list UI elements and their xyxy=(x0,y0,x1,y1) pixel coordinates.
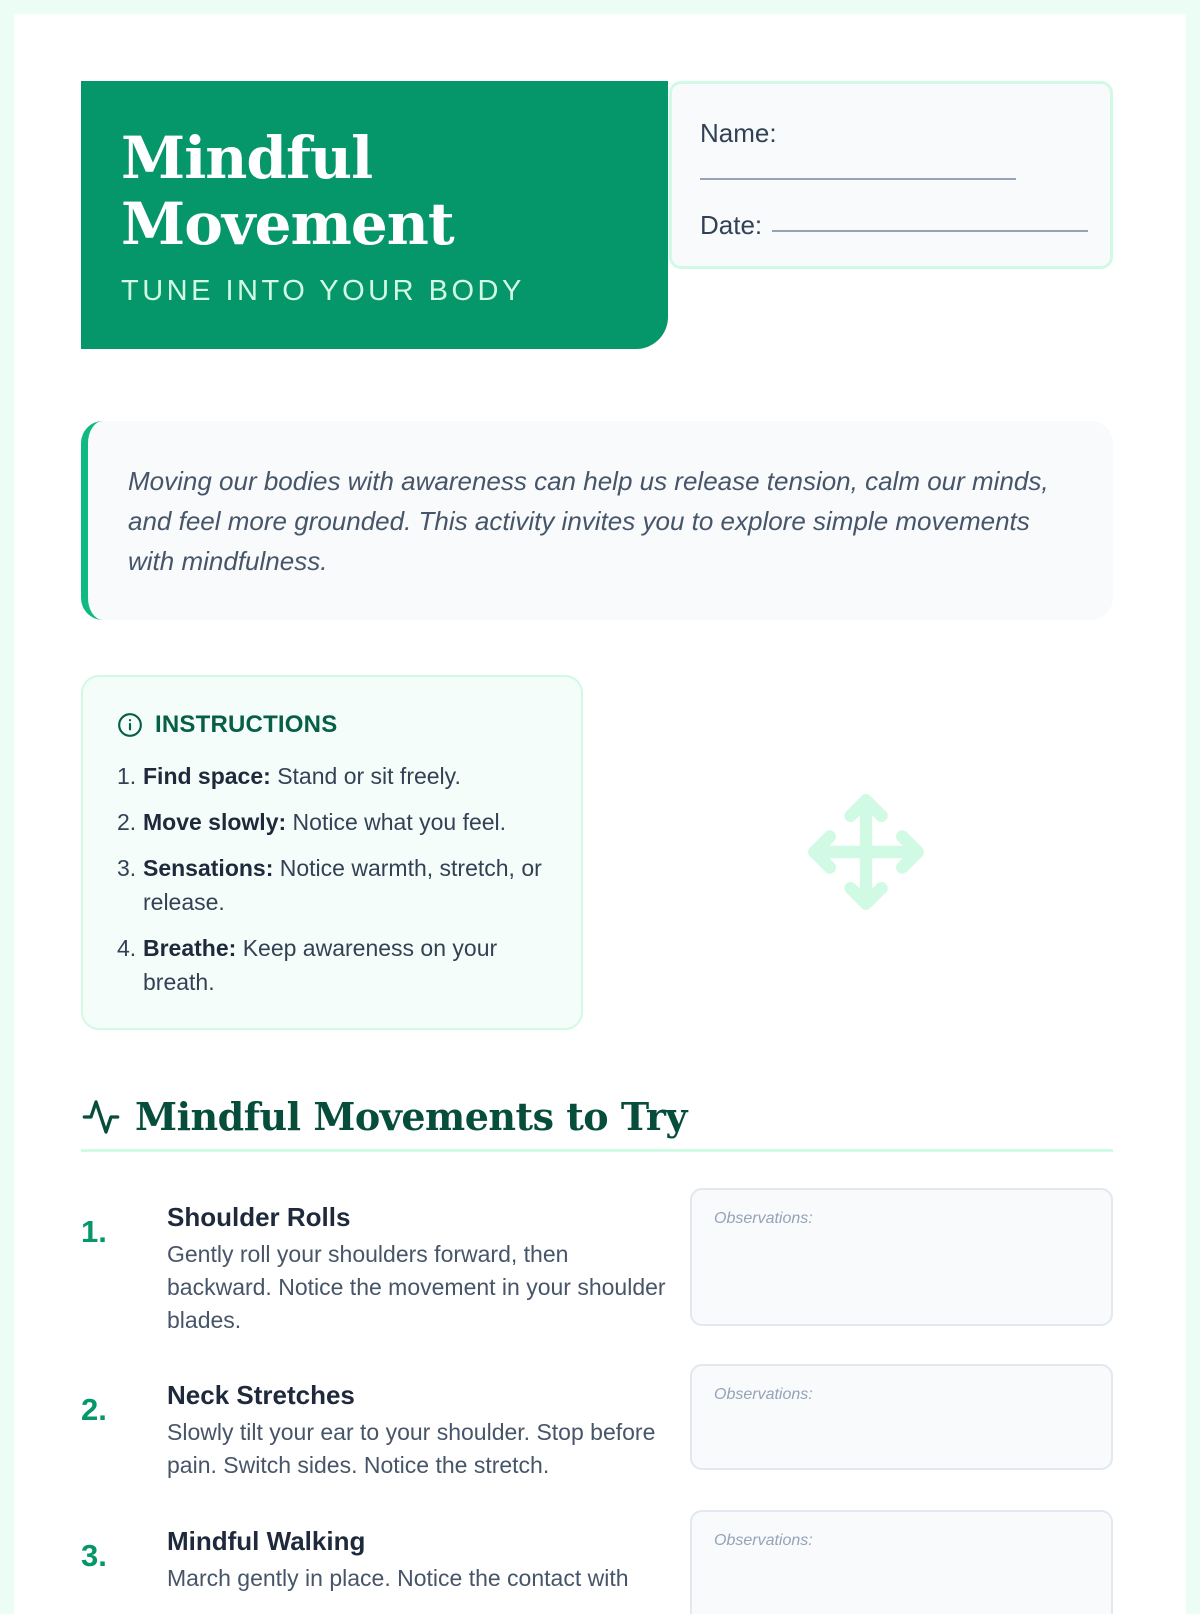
instructions-card xyxy=(81,675,583,1030)
name-label: Name: xyxy=(700,118,777,148)
movement-description: Slowly tilt your ear to your shoulder. Stop before pain. Switch sides. Notice the stretch. xyxy=(167,1419,656,1478)
instruction-bold: Move slowly: xyxy=(143,809,287,835)
intro-callout xyxy=(81,421,1113,620)
movement-number: 2. xyxy=(81,1392,107,1427)
instruction-item xyxy=(117,759,551,793)
section-heading xyxy=(81,1084,1113,1152)
instruction-bold: Find space: xyxy=(143,763,271,789)
instruction-item xyxy=(117,805,551,839)
worksheet-page xyxy=(14,14,1186,1614)
instruction-bold: Breathe: xyxy=(143,935,237,961)
observations-label: Observations: xyxy=(714,1210,813,1227)
observations-label: Observations: xyxy=(714,1386,813,1403)
date-label: Date: xyxy=(700,210,763,240)
instruction-text: Keep awareness on your breath. xyxy=(143,935,498,995)
section-title: Mindful Movements to Try xyxy=(135,1094,687,1139)
name-field[interactable] xyxy=(700,178,1016,180)
date-field[interactable] xyxy=(772,230,1088,232)
page-subtitle: TUNE INTO YOUR BODY xyxy=(121,275,525,307)
instruction-num: 2. xyxy=(117,809,137,835)
name-date-box xyxy=(669,81,1113,269)
instructions-heading-text: INSTRUCTIONS xyxy=(155,711,338,738)
movement-number: 1. xyxy=(81,1214,107,1249)
movement-description: March gently in place. Notice the contact with xyxy=(167,1565,629,1591)
instruction-item xyxy=(117,851,551,919)
move-arrows-icon xyxy=(804,790,928,914)
movement-description: Gently roll your shoulders forward, then backward. Notice the movement in your shoulder blades. xyxy=(167,1241,666,1333)
instruction-num: 4. xyxy=(117,935,137,961)
instruction-text: Notice what you feel. xyxy=(286,809,507,835)
instruction-item xyxy=(117,931,551,999)
observations-box[interactable] xyxy=(690,1188,1113,1326)
movement-name: Mindful Walking xyxy=(167,1526,366,1556)
movement-number: 3. xyxy=(81,1538,107,1573)
instructions-heading xyxy=(117,711,551,739)
observations-box[interactable] xyxy=(690,1364,1113,1470)
instruction-num: 3. xyxy=(117,855,137,881)
info-icon xyxy=(117,712,143,738)
instruction-text: Notice warmth, stretch, or release. xyxy=(143,855,542,915)
instructions-list xyxy=(117,759,551,999)
observations-label: Observations: xyxy=(714,1532,813,1549)
instruction-num: 1. xyxy=(117,763,137,789)
instruction-text: Stand or sit freely. xyxy=(270,763,461,789)
activity-pulse-icon xyxy=(81,1097,121,1137)
movement-name: Shoulder Rolls xyxy=(167,1202,351,1232)
intro-text: Moving our bodies with awareness can help us release tension, calm our minds, and feel more grounded. This activity invites you to explore simple movements with mindfulness. xyxy=(128,466,1049,576)
title-line-2: Movement xyxy=(121,190,454,258)
observations-box[interactable] xyxy=(690,1510,1113,1614)
title-line-1: Mindful xyxy=(121,124,373,192)
instruction-bold: Sensations: xyxy=(143,855,274,881)
movement-name: Neck Stretches xyxy=(167,1380,355,1410)
title-block xyxy=(81,81,668,349)
page-title xyxy=(121,125,668,257)
